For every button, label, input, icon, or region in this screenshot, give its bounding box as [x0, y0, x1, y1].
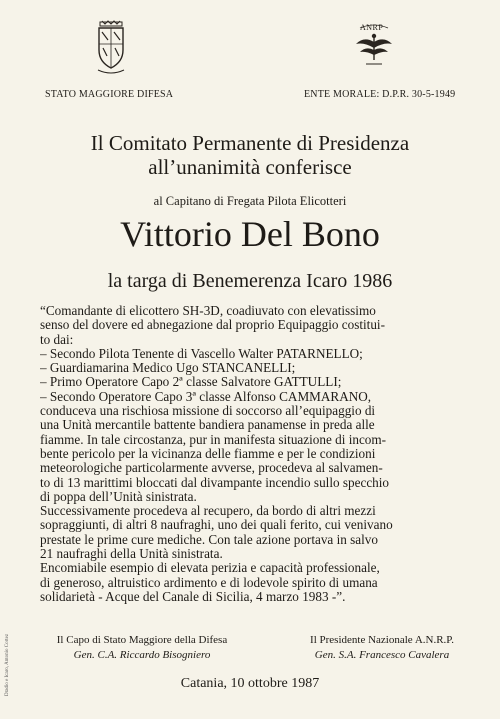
header-right-label: ENTE MORALE: D.P.R. 30-5-1949: [304, 89, 456, 100]
citation-line: conduceva una rischiosa missione di soccorso all’equipaggio di: [40, 404, 376, 419]
header-left-label: STATO MAGGIORE DIFESA: [45, 89, 174, 100]
citation-line: 21 naufraghi della Unità sinistrata.: [40, 547, 223, 562]
citation-line: – Primo Operatore Capo 2ª classe Salvatore GATTULLI;: [40, 375, 342, 390]
recipient-rank: al Capitano di Fregata Pilota Elicotteri: [153, 194, 347, 208]
citation-line: Encomiabile esempio di elevata perizia e capacità professionale,: [40, 561, 380, 576]
citation-line: to dai:: [40, 332, 74, 347]
citation-line: – Secondo Pilota Tenente di Vascello Walter PATARNELLO;: [40, 346, 363, 361]
recipient-name: Vittorio Del Bono: [120, 214, 380, 254]
citation-line: sopraggiunti, di altri 8 naufraghi, uno dei quali ferito, cui venivano: [40, 518, 393, 533]
title-line-2: all’unanimità conferisce: [148, 155, 352, 179]
printer-note: [5, 608, 15, 698]
citation-text: [40, 304, 470, 604]
citation-line: Successivamente procedeva al recupero, da bordo di altri mezzi: [40, 504, 376, 519]
place-and-date: Catania, 10 ottobre 1987: [180, 676, 320, 691]
citation-line: “Comandante di elicottero SH-3D, coadiuvato con elevatissimo: [40, 304, 376, 318]
printer-note-text: Dradio e Icaro, Antonio Cortez: [5, 633, 10, 696]
citation-line: di poppa dell’Unità sinistrata.: [40, 489, 197, 504]
signatory-name: Gen. C.A. Riccardo Bisogniero: [73, 649, 211, 661]
title-line-1: Il Comitato Permanente di Presidenza: [90, 131, 410, 155]
citation-line: bente pericolo per la vicinanza delle fiamme e per le condizioni: [40, 446, 376, 461]
citation-line: meteorologiche particolarmente avverse, procedeva al salvamen-: [40, 461, 383, 476]
signatory-left: [42, 633, 242, 663]
anrp-emblem-text: ANRP: [360, 23, 384, 32]
citation-line: – Guardiamarina Medico Ugo STANCANELLI;: [40, 361, 296, 376]
award-title: la targa di Benemerenza Icaro 1986: [107, 270, 393, 292]
signatory-name: Gen. S.A. Francesco Cavalera: [314, 649, 450, 661]
citation-line: fiamme. In tale circostanza, pur in manifesta situazione di incom-: [40, 432, 387, 447]
citation-line: – Secondo Operatore Capo 3ª classe Alfonso CAMMARANO,: [40, 389, 372, 404]
citation-line: solidarietà - Acque del Canale di Sicilia, 4 marzo 1983 -”.: [40, 589, 346, 604]
citation-line: prestate le prime cure mediche. Con tale azione portava in salvo: [40, 532, 378, 547]
signatory-title: Il Presidente Nazionale A.N.R.P.: [310, 634, 454, 646]
citation-line: to di 13 marittimi bloccati dal divampante incendio sullo specchio: [40, 475, 390, 490]
citation-line: senso del dovere ed abnegazione dal proprio Equipaggio costitui-: [40, 318, 385, 333]
citation-line: di generoso, altruistico ardimento e di lodevole spirito di umana: [40, 575, 378, 590]
coat-of-arms-icon: [96, 20, 126, 76]
signatory-title: Il Capo di Stato Maggiore della Difesa: [56, 634, 228, 646]
signatory-right: [282, 633, 482, 663]
citation-line: una Unità mercantile battente bandiera panamense in preda alle: [40, 418, 375, 433]
